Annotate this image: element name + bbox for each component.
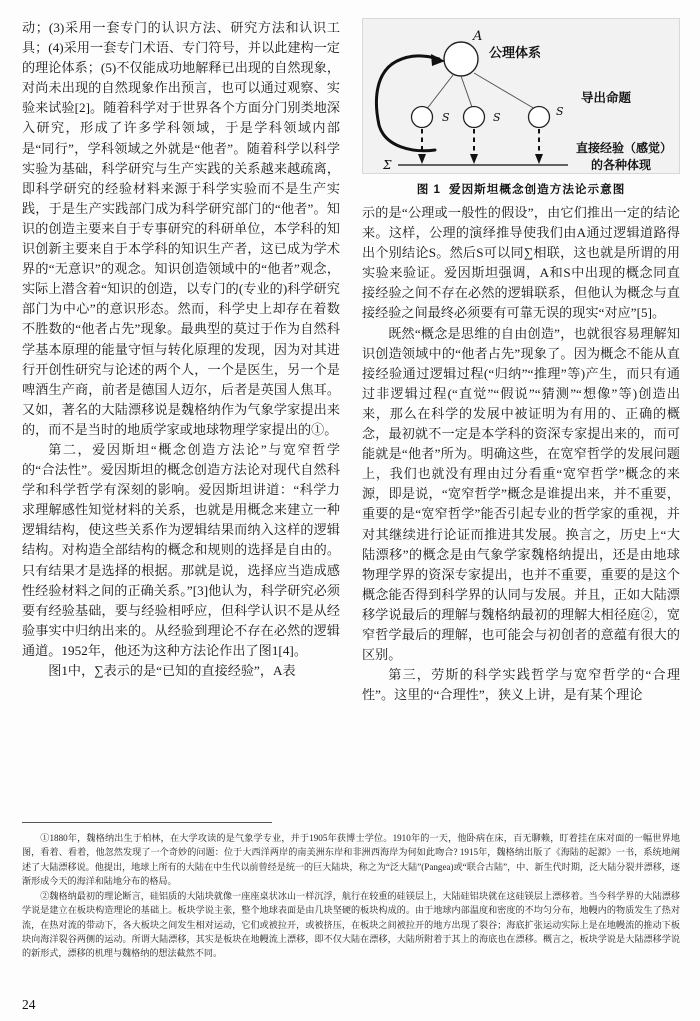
- figure-node-s3: [529, 107, 550, 128]
- paragraph-right-1: 示的是“公理或一般性的假设”，由它们推出一定的结论来。这样，公理的演绎推导使我们由A通过逻辑道路得出个别结论S。然后S可以同∑相联，这也就是所谓的用实验来验证。爱因斯坦强调，A和S中出现的概念同直接经验之间不存在必然的逻辑联系，但他认为概念与直接经验之间最终必须要有可靠无误的现实“对应”[5]。: [362, 205, 680, 321]
- figure-label-axiom-system: 公理体系: [489, 45, 542, 60]
- figure-node-axiom: [444, 42, 478, 76]
- figure-1: [362, 18, 680, 197]
- figure-label-direct-exp-1: 直接经验（感觉）: [576, 141, 673, 155]
- figure-label-s3: S: [556, 105, 564, 118]
- figure-node-s2: [464, 107, 485, 128]
- figure-node-s1: [412, 107, 433, 128]
- figure-arrowhead-3: [535, 154, 543, 164]
- figure-arrowhead-2: [470, 154, 478, 164]
- paragraph-right-3: 第三，劳斯的科学实践哲学与宽窄哲学的“合理性”。这里的“合理性”，狭义上讲，是有某个理论: [362, 667, 680, 703]
- figure-feedback-arrowhead: [431, 54, 445, 66]
- figure-label-direct-exp-2: 的各种体现: [591, 158, 652, 172]
- figure-caption-title: 爱因斯坦概念创造方法论示意图: [448, 183, 626, 196]
- figure-label-s2: S: [493, 111, 501, 124]
- figure-1-caption: [362, 181, 680, 197]
- footnote-1: ①1880年，魏格纳出生于柏林，在大学攻读的是气象学专业，并于1905年获博士学位。1910年的一天，他卧病在床，百无聊赖，盯着挂在床对面的一幅世界地图，看着、看着，他忽然发现了一个奇妙的问题：位于大西洋两岸的南美洲东岸和非洲西海岸为何如此吻合? 1915年，魏格纳出版了《海陆的起源》一书，系统地阐述了大陆漂移说。他提出，地球上所有的大陆在中生代以前曾经是统一的巨大陆块，称之为“泛大陆”(Pangea)或“联合古陆”，中、新生代时期，泛大陆分裂并漂移，逐渐形成今天的海洋和陆地分布的格局。: [22, 833, 680, 886]
- footnote-2: ②魏格纳最初的理论断言，硅铝质的大陆块就像一座座桌状冰山一样沉浮，航行在较重的硅镁层上，大陆硅铝块就在这硅镁层上漂移着。当今科学界的大陆漂移学说是建立在板块构造理论的基础上。板块学说主张，整个地球表面是由几块坚硬的板块构成的。由于地球内部温度和密度的不均匀分布，地幔内的物质发生了热对流，在热对流的带动下，各大板块之间发生相对运动，它们或被拉开，或被挤压，在板块之间被拉开的地方出现了裂谷；海底扩张运动实际上是在地幔流的推动下板块向海洋裂谷两侧的运动。所谓大陆漂移，其实是板块在地幔流上漂移，即不仅大陆在漂移，大陆所附着于其上的海底也在漂移。概言之，板块学说是大陆漂移学说的新形式，漂移的机理与魏格纳的想法截然不同。: [22, 891, 680, 959]
- paragraph-left-2: 第二，爱因斯坦“概念创造方法论”与宽窄哲学的“合法性”。爱因斯坦的概念创造方法论对现代自然科学和科学哲学有深刻的影响。爱因斯坦讲道：“科学力求理解感性知觉材料的关系，也就是用概念来建立一种逻辑结构，使这些关系作为逻辑结果而纳入这样的逻辑结构。对构造全部结构的概念和规则的选择是自由的。只有结果才是选择的根据。那就是说，选择应当造成感性经验材料之间的正确关系。”[3]他认为，科学研究必须要有经验基础，要与经验相呼应，但科学认识不是从经验事实中归纳出来的。从经验到理论不存在必然的逻辑通道。1952年，他还为这种方法论作出了图1[4]。: [22, 441, 340, 658]
- figure-caption-number: 图 1: [416, 183, 441, 196]
- footnote-separator: [22, 822, 272, 823]
- figure-arrowhead-1: [418, 154, 426, 164]
- figure-label-derived: 导出命题: [581, 91, 632, 105]
- right-text-column: [362, 18, 680, 705]
- paragraph-right-2: 既然“概念是思维的自由创造”，也就很容易理解知识创造领域中的“他者占先”现象了。因为概念不能从直接经验通过逻辑过程(“归纳”“推理”等)产生，而只有通过非逻辑过程(“直觉”“假说”“猜测”“想像”等)创造出来，那么在科学的发展中被证明为有用的、正确的概念，最初就不一定是本学科的资深专家提出来的，而可能就是“他者”所为。明确这些，在宽窄哲学的发展问题上，我们也就没有理由过分看重“宽窄哲学”概念的来源，即是说，“宽窄哲学”概念是谁提出来，并不重要，重要的是“宽窄哲学”能否引起专业的哲学家的重视，并对其继续进行论证而推进其发展。换言之，历史上“大陆漂移”的概念是由气象学家魏格纳提出，还是由地球物理学界的资深专家提出，也并不重要，重要的是这个概念能否得到科学界的认同与发展。并且，正如大陆漂移学说最后的理解与魏格纳最初的理解大相径庭②，宽窄哲学最后的理解，也可能会与初创者的意蕴有很大的区别。: [362, 325, 680, 663]
- footnote-block: [22, 831, 680, 961]
- left-text-column: [22, 18, 340, 681]
- figure-label-sigma: Σ: [383, 158, 392, 172]
- figure-label-s1: S: [442, 111, 450, 124]
- paragraph-left-1: 动；(3)采用一套专门的认识方法、研究方法和认识工具；(4)采用一套专门术语、专门符号，并以此建构一定的理论体系；(5)不仅能成功地解释已出现的自然现象，对尚未出现的自然现象作出预言，也可以通过观察、实验来试验[2]。随着科学对于世界各个方面分门别类地深入研究，形成了许多学科领域，于是学科领域内部是“同行”，学科领域之外就是“他者”。随着科学以科学实验为基础，科学研究与生产实践的关系越来越疏离，即科学研究的经验材料来源于科学实验而不是生产实践，于是生产实践部门成为科学研究部门的“他者”。知识的创造主要来自于专事研究的科研单位，本学科的知识创新主要来自于本学科的知识生产者，这已成为学术界的“无意识”的观念。知识创造领域中的“他者”观念，实际上潜含着“知识的创造，以专门的(专业的)科学研究部门为中心”的意识形态。然而，科学史上却存在着数不胜数的“他者占先”现象。最典型的莫过于作为自然科学基本原理的能量守恒与转化原理的发现，因为对其进行开创性研究与论述的两个人，一个是医生，另一个是啤酒生产商，前者是德国人迈尔，后者是英国人焦耳。又如，著名的大陆漂移说是魏格纳作为气象学家提出来的，而不是当时的地质学家或地球物理学家提出的①。: [22, 20, 340, 437]
- figure-1-image: [362, 18, 680, 174]
- figure-feedback-arrow: [376, 56, 439, 151]
- two-column-body: [22, 18, 680, 813]
- figure-label-A: A: [473, 29, 483, 44]
- page-number: 24: [22, 997, 36, 1012]
- paragraph-left-3: 图1中，∑表示的是“已知的直接经验”，A表: [48, 663, 296, 678]
